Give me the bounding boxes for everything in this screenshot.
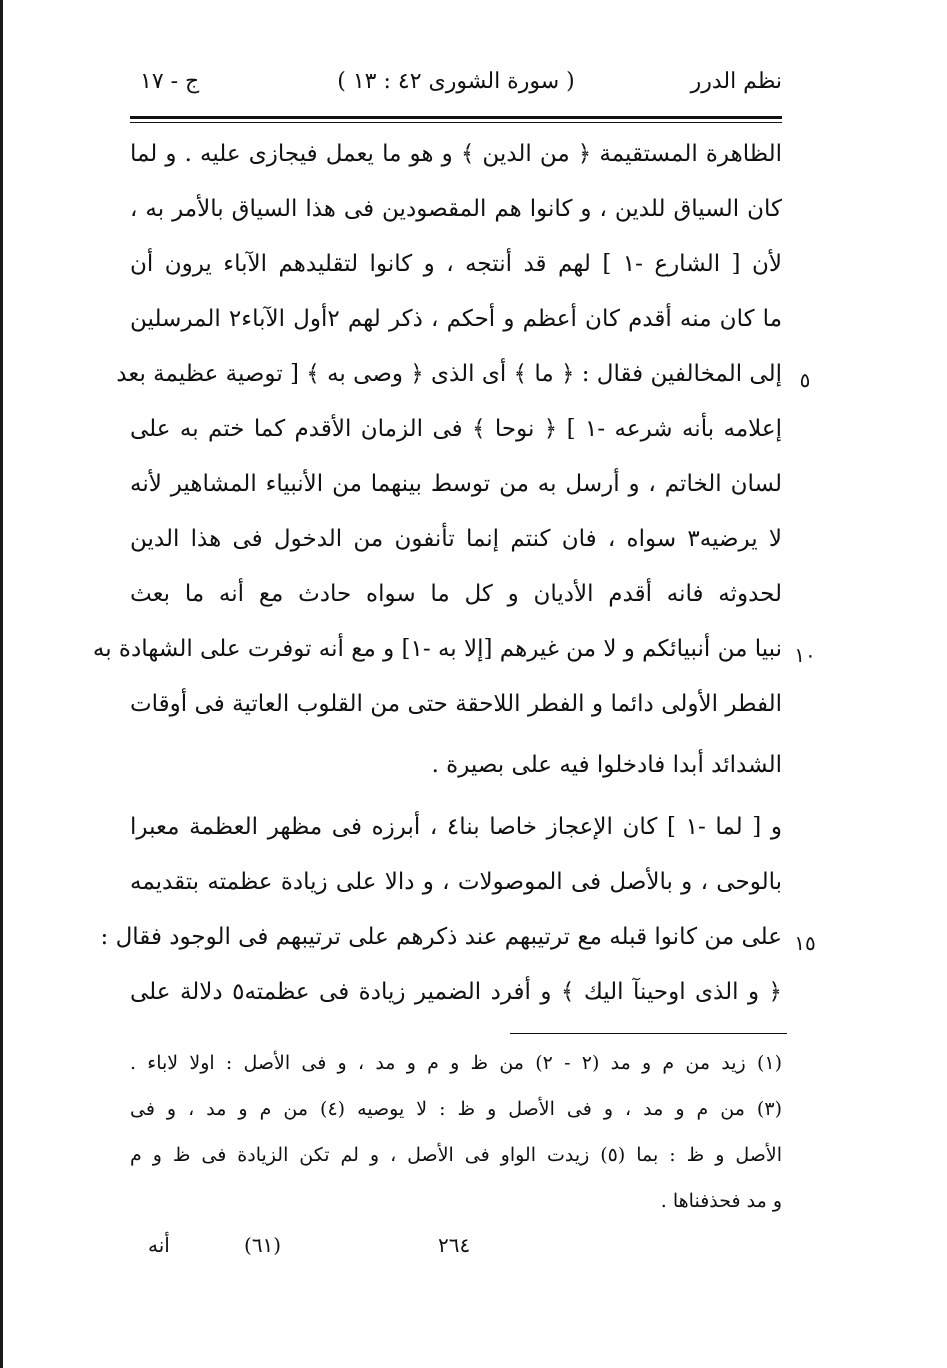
footnote-line: الأصل و ظ : بما (٥) زيدت الواو فى الأصل ، و لم تكن الزيادة فى ظ و م (130, 1144, 782, 1166)
body-line: إلى المخالفين فقال : ﴿ ما ﴾ أى الذى ﴿ وصى به ﴾ [ توصية عظيمة بعد (116, 361, 782, 387)
header-rule-thick (130, 116, 782, 119)
book-title: نظم الدرر (690, 69, 782, 94)
page-number: ٢٦٤ (438, 1233, 471, 1257)
body-line: لحدوثه فانه أقدم الأديان و كل ما سواه حادث مع أنه ما بعث (130, 581, 782, 607)
page-header (130, 62, 782, 102)
catchword: أنه (148, 1233, 170, 1257)
surah-reference: ( سورة الشورى ٤٢ : ١٣ ) (337, 69, 575, 94)
body-line: لأن [ الشارع -١ ] لهم قد أنتجه ، و كانوا لتقليدهم الآباء يرون أن (130, 251, 782, 277)
footnote-line: و مد فحذفناها . (660, 1190, 782, 1212)
footnote-separator (510, 1033, 787, 1034)
line-number: ٥ (799, 368, 811, 392)
body-line: على من كانوا قبله مع ترتيبهم عند ذكرهم على ترتيبهم فى الوجود فقال : (100, 924, 782, 950)
body-line: الفطر الأولى دائما و الفطر اللاحقة حتى من القلوب العاتية فى أوقات (130, 691, 782, 717)
body-line: لسان الخاتم ، و أرسل به من توسط بينهما من الأنبياء المشاهير لأنه (130, 471, 782, 497)
volume-label: ج - ١٧ (140, 69, 200, 94)
footnote-line: (١) زيد من م و مد (٢ - ٢) من ظ و م و مد ، و فى الأصل : اولا لاباء . (130, 1052, 782, 1074)
body-line: إعلامه بأنه شرعه -١ ] ﴿ نوحا ﴾ فى الزمان الأقدم كما ختم به على (130, 416, 782, 442)
body-line: بالوحى ، و بالأصل فى الموصولات ، و دالا على زيادة عظمته بتقديمه (130, 869, 782, 895)
body-line: ما كان منه أقدم كان أعظم و أحكم ، ذكر لهم ٢أول الآباء٢ المرسلين (130, 306, 783, 332)
line-number: ١٠ (794, 643, 816, 667)
body-line: الظاهرة المستقيمة ﴿ من الدين ﴾ و هو ما يعمل فيجازى عليه . و لما (130, 141, 782, 167)
body-line: ﴿ و الذى اوحينآ اليك ﴾ و أفرد الضمير زيادة فى عظمته٥ دلالة على (130, 979, 782, 1005)
line-number: ١٥ (794, 931, 816, 955)
body-line: لا يرضيه٣ سواه ، فان كنتم إنما تأنفون من الدخول فى هذا الدين (130, 526, 782, 552)
signature-mark: (٦١) (244, 1233, 282, 1257)
body-line: كان السياق للدين ، و كانوا هم المقصودين فى هذا السياق بالأمر به ، (130, 196, 782, 222)
body-line: و [ لما -١ ] كان الإعجاز خاصا بنا٤ ، أبرزه فى مظهر العظمة معبرا (130, 814, 782, 840)
footnote-line: (٣) من م و مد ، و فى الأصل و ظ : لا يوصيه (٤) من م و مد ، و فى (130, 1098, 782, 1120)
header-rule-thin (130, 122, 782, 123)
page-edge (0, 0, 3, 1368)
body-line: نبيا من أنبيائكم و لا من غيرهم [إلا به -١] و مع أنه توفرت على الشهادة به (92, 636, 782, 662)
body-line: الشدائد أبدا فادخلوا فيه على بصيرة . (431, 752, 782, 778)
